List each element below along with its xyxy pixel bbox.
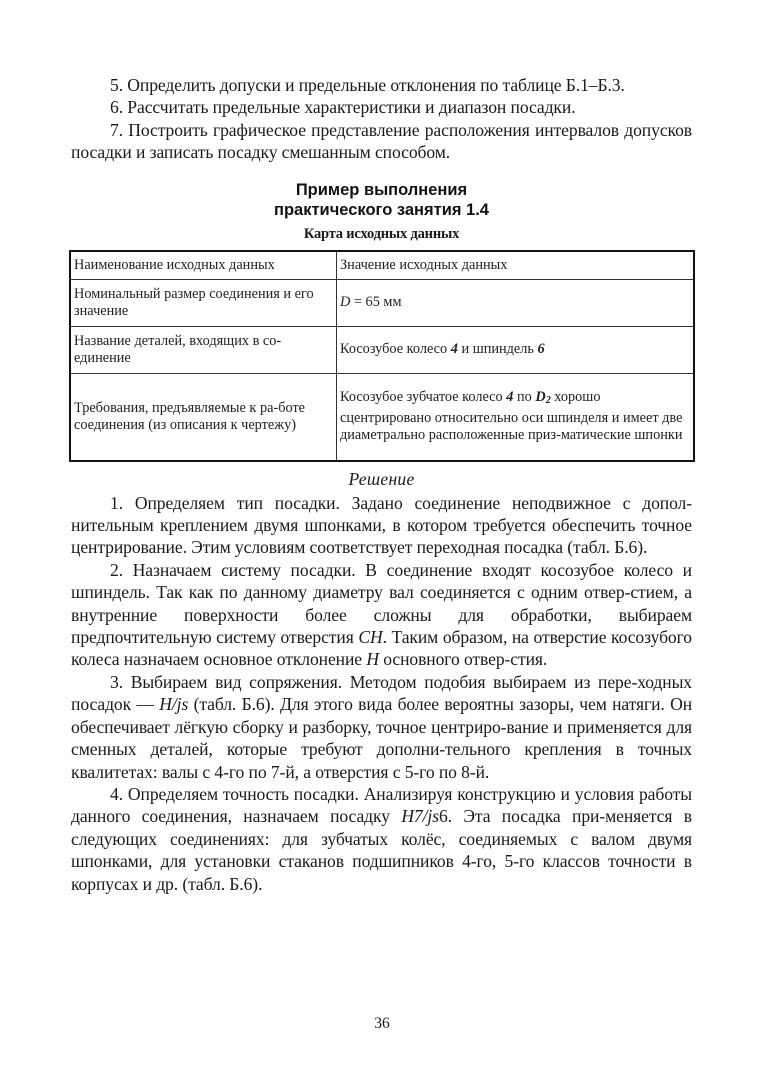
value-text: = 65 мм bbox=[350, 294, 402, 311]
system-symbol: СН bbox=[358, 627, 383, 648]
solution-paragraph-4 bbox=[71, 783, 692, 895]
table-caption: Карта исходных данных bbox=[303, 225, 460, 242]
page-number: 36 bbox=[374, 1015, 390, 1032]
table-cell-name: Требования, предъявляемые к ра-боте соединения (из описания к чертежу) bbox=[70, 373, 337, 461]
subscript: 2 bbox=[545, 395, 551, 407]
part-number: 4 bbox=[450, 341, 458, 358]
page-body bbox=[71, 74, 692, 895]
table-cell-value bbox=[337, 279, 695, 326]
step-5: 5. Определить допуски и предельные отклонения по таблице Б.1–Б.3. bbox=[110, 75, 625, 95]
fit-symbol: H/js bbox=[159, 694, 189, 715]
paragraph-text: 3. Выбираем вид сопряжения. Методом подобия выбираем из пере-ходных посадок — bbox=[71, 671, 692, 715]
value-text: Косозубое колесо bbox=[340, 341, 451, 358]
paragraph-text: 2. Назначаем систему посадки. В соединение входят косозубое колесо и шпиндель. Так как по данному диаметру вал соединяется с одним отвер-стием, а внутренние поверхности более сложны для обработки, выбираем предпочтительную систему отверстия bbox=[71, 559, 692, 648]
value-text: по bbox=[513, 389, 536, 406]
value-text: и шпиндель bbox=[457, 341, 538, 358]
value-text: хорошо сцентрировано относительно оси шпинделя и имеет две диаметрально расположенные приз-матические шпонки bbox=[340, 389, 683, 444]
value-text: Косозубое зубчатое колесо bbox=[340, 389, 507, 406]
step-6: 6. Рассчитать предельные характеристики и диапазон посадки. bbox=[110, 97, 576, 118]
deviation-symbol: Н bbox=[366, 649, 379, 670]
fit-grade: 6 bbox=[438, 806, 448, 827]
table-header-value: Значение исходных данных bbox=[337, 251, 695, 280]
table-row bbox=[70, 373, 694, 461]
source-data-table bbox=[69, 250, 695, 462]
table-header-row bbox=[70, 251, 694, 280]
example-heading-line2: практического занятия 1.4 bbox=[274, 200, 489, 219]
step-7: 7. Построить графическое представление расположения интервалов допусков посадки и записать посадку смешанным способом. bbox=[71, 119, 692, 163]
variable-d: D bbox=[340, 294, 351, 311]
example-heading bbox=[71, 180, 692, 220]
table-cell-name: Название деталей, входящих в со-единение bbox=[70, 326, 337, 373]
paragraph-text: 4. Определяем точность посадки. Анализируя конструкцию и условия работы данного соединения, назначаем посадку bbox=[71, 783, 692, 827]
variable-d: D bbox=[535, 389, 546, 406]
table-cell-value bbox=[337, 326, 695, 373]
table-cell-name: Номинальный размер соединения и его значение bbox=[70, 279, 337, 326]
table-row bbox=[70, 326, 694, 373]
table-row bbox=[70, 279, 694, 326]
paragraph-text: (табл. Б.6). Для этого вида более вероятны зазоры, чем натяги. Он обеспечивает лёгкую сборку и разборку, точное центриро-вание и применяется для сменных деталей, которые требуют дополни-тельного крепления в точных квалитетах: валы с 4-го по 7-й, а отверстия с 5-го по 8-й. bbox=[71, 694, 693, 782]
paragraph-text: основного отвер-стия. bbox=[378, 649, 548, 670]
paragraph-text: . Эта посадка при-меняется в следующих соединениях: для зубчатых колёс, соединяемых с валом двумя шпонками, для установки стаканов подшипников 4-го, 5-го классов точности в корпусах и др. (табл. Б.6). bbox=[71, 806, 692, 894]
paragraph-text: . Таким образом, на отверстие косозубого колеса назначаем основное отклонение bbox=[71, 627, 692, 670]
table-header-name: Наименование исходных данных bbox=[70, 251, 337, 280]
solution-paragraph-2 bbox=[71, 559, 692, 671]
table-cell-value bbox=[337, 373, 695, 461]
solution-paragraph-3 bbox=[71, 671, 692, 783]
fit-symbol: H7/js bbox=[401, 806, 439, 827]
solution-paragraph-1: 1. Определяем тип посадки. Задано соединение неподвижное с допол-нительным креплением двумя шпонками, в котором требуется обеспечить точное центрирование. Этим условиям соответствует переходная посадка (табл. Б.6). bbox=[71, 492, 692, 558]
part-number: 6 bbox=[537, 341, 545, 358]
example-heading-line1: Пример выполнения bbox=[295, 180, 468, 199]
part-number: 4 bbox=[506, 389, 514, 406]
solution-heading: Решение bbox=[348, 468, 415, 489]
